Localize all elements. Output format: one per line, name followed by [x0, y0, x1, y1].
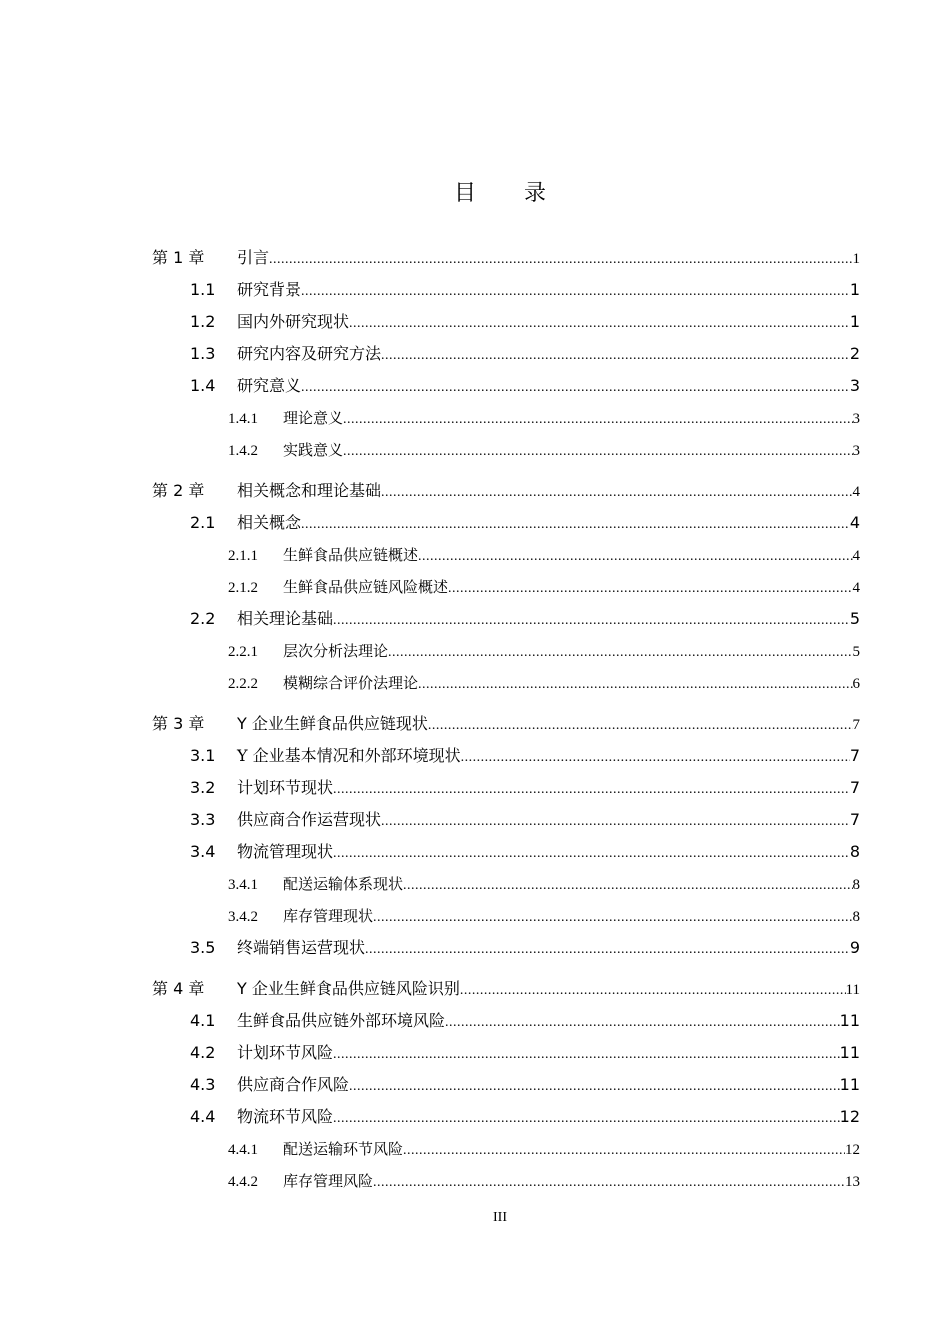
toc-entry-label: 物流管理现状 [237, 842, 334, 861]
toc-entry-label: 供应商合作风险 [237, 1075, 350, 1094]
toc-entry-number: 3.4.2 [228, 909, 258, 925]
toc-entry-sub[interactable] [152, 571, 860, 603]
toc-entry-page: 2 [849, 344, 860, 363]
toc-dot-leader [333, 605, 850, 637]
toc-entry-sub[interactable] [152, 868, 860, 900]
toc-entry-number: 2.1.2 [228, 580, 258, 596]
toc-entry-page: 1 [849, 280, 860, 299]
toc-entry-label: 模糊综合评价法理论 [283, 674, 419, 692]
toc-entry-page: 7 [852, 717, 860, 733]
toc-entry-sub[interactable] [152, 539, 860, 571]
toc-dot-leader [381, 340, 850, 372]
toc-entry-number: 4.1 [190, 1011, 216, 1030]
toc-entry-number: 1.3 [190, 344, 216, 363]
toc-entry-page: 11 [839, 1043, 860, 1062]
toc-entry-page: 4 [852, 484, 860, 500]
toc-entry-label: 理论意义 [283, 409, 344, 427]
toc-dot-leader [333, 774, 850, 806]
toc-dot-leader [343, 436, 852, 468]
toc-entry-number: 1.4 [190, 376, 216, 395]
toc-entry-page: 1 [849, 312, 860, 331]
toc-dot-leader [381, 806, 850, 838]
page-title: 目录 [453, 181, 594, 206]
toc-entry-page: 3 [852, 443, 860, 459]
toc-entry-page: 6 [852, 676, 860, 692]
toc-entry-label: 计划环节风险 [237, 1043, 334, 1062]
toc-entry-chapter[interactable] [152, 475, 860, 507]
toc-entry-number: 第 2 章 [152, 481, 205, 500]
toc-entry-number: 1.4.1 [228, 411, 258, 427]
toc-entry-label: 生鲜食品供应链风险概述 [283, 578, 449, 596]
toc-entry-number: 2.2.2 [228, 676, 258, 692]
toc-entry-label: 终端销售运营现状 [237, 938, 366, 957]
toc-entry-page: 4 [852, 548, 860, 564]
toc-dot-leader [343, 404, 852, 436]
toc-entry-page: 1 [852, 251, 860, 267]
toc-entry-sec[interactable] [152, 507, 860, 539]
toc-entry-sub[interactable] [152, 667, 860, 699]
toc-entry-label: 相关理论基础 [237, 609, 334, 628]
toc-entry-number: 1.1 [190, 280, 216, 299]
table-of-contents [152, 242, 860, 1197]
toc-dot-leader [365, 934, 850, 966]
toc-entry-label: 研究背景 [237, 280, 302, 299]
toc-entry-number: 第 3 章 [152, 714, 205, 733]
toc-entry-page: 5 [852, 644, 860, 660]
toc-entry-label: 配送运输环节风险 [283, 1140, 404, 1158]
toc-entry-number: 3.4 [190, 842, 216, 861]
toc-entry-sec[interactable] [152, 338, 860, 370]
toc-dot-leader [301, 276, 850, 308]
toc-entry-page: 4 [852, 580, 860, 596]
toc-entry-number: 4.4.2 [228, 1174, 258, 1190]
toc-entry-sec[interactable] [152, 1069, 860, 1101]
toc-entry-label: 计划环节现状 [237, 778, 334, 797]
toc-entry-page: 11 [845, 982, 860, 998]
page-number-footer: III [493, 1210, 507, 1225]
toc-entry-sub[interactable] [152, 1165, 860, 1197]
toc-entry-page: 7 [849, 746, 860, 765]
toc-entry-number: 1.2 [190, 312, 216, 331]
toc-dot-leader [445, 1007, 840, 1039]
toc-entry-page: 11 [839, 1075, 860, 1094]
toc-dot-leader [333, 1039, 840, 1071]
toc-entry-label: 研究意义 [237, 376, 302, 395]
toc-dot-leader [460, 975, 846, 1007]
toc-entry-number: 3.2 [190, 778, 216, 797]
toc-entry-label: 库存管理现状 [283, 907, 374, 925]
toc-entry-sec[interactable] [152, 274, 860, 306]
toc-entry-label: Y 企业生鲜食品供应链风险识别 [237, 979, 460, 998]
toc-dot-leader [269, 244, 852, 276]
toc-entry-page: 9 [849, 938, 860, 957]
toc-entry-page: 3 [852, 411, 860, 427]
toc-dot-leader [403, 1135, 845, 1167]
toc-entry-number: 2.2 [190, 609, 216, 628]
toc-entry-sub[interactable] [152, 434, 860, 466]
toc-entry-number: 1.4.2 [228, 443, 258, 459]
toc-dot-leader [448, 573, 852, 605]
toc-entry-number: 第 1 章 [152, 248, 205, 267]
toc-entry-page: 5 [849, 609, 860, 628]
toc-entry-page: 7 [849, 778, 860, 797]
toc-entry-chapter[interactable] [152, 973, 860, 1005]
toc-entry-label: 生鲜食品供应链概述 [283, 546, 419, 564]
toc-entry-chapter[interactable] [152, 708, 860, 740]
toc-entry-number: 3.3 [190, 810, 216, 829]
toc-dot-leader [461, 742, 850, 774]
toc-dot-leader [301, 509, 850, 541]
toc-entry-number: 4.3 [190, 1075, 216, 1094]
toc-entry-sec[interactable] [152, 772, 860, 804]
toc-entry-sec[interactable] [152, 932, 860, 964]
toc-entry-number: 3.1 [190, 746, 216, 765]
toc-dot-leader [333, 1103, 840, 1135]
toc-entry-number: 4.4.1 [228, 1142, 258, 1158]
toc-dot-leader [301, 372, 850, 404]
toc-entry-sec[interactable] [152, 603, 860, 635]
toc-entry-number: 3.5 [190, 938, 216, 957]
toc-entry-label: 库存管理风险 [283, 1172, 374, 1190]
toc-entry-label: 供应商合作运营现状 [237, 810, 382, 829]
toc-entry-page: 8 [849, 842, 860, 861]
toc-entry-page: 11 [839, 1011, 860, 1030]
toc-dot-leader [373, 1167, 845, 1199]
toc-entry-page: 8 [852, 909, 860, 925]
toc-entry-sec[interactable] [152, 740, 860, 772]
toc-dot-leader [428, 710, 853, 742]
toc-entry-label: 国内外研究现状 [237, 312, 350, 331]
toc-entry-page: 13 [845, 1174, 860, 1190]
toc-entry-sec[interactable] [152, 1101, 860, 1133]
toc-entry-sec[interactable] [152, 804, 860, 836]
toc-entry-page: 8 [852, 877, 860, 893]
toc-entry-sec[interactable] [152, 370, 860, 402]
toc-entry-number: 第 4 章 [152, 979, 205, 998]
toc-dot-leader [418, 669, 852, 701]
toc-entry-page: 3 [849, 376, 860, 395]
toc-entry-label: 相关概念 [237, 513, 302, 532]
toc-entry-label: 物流环节风险 [237, 1107, 334, 1126]
toc-entry-sub[interactable] [152, 635, 860, 667]
toc-entry-label: 层次分析法理论 [283, 642, 389, 660]
toc-entry-page: 12 [845, 1142, 860, 1158]
toc-entry-sub[interactable] [152, 402, 860, 434]
toc-dot-leader [373, 902, 852, 934]
toc-entry-label: 实践意义 [283, 441, 344, 459]
toc-entry-sec[interactable] [152, 1037, 860, 1069]
toc-dot-leader [349, 1071, 840, 1103]
toc-entry-page: 7 [849, 810, 860, 829]
toc-entry-number: 2.1.1 [228, 548, 258, 564]
toc-entry-label: 相关概念和理论基础 [237, 481, 382, 500]
toc-dot-leader [381, 477, 852, 509]
toc-entry-label: 引言 [237, 248, 270, 267]
toc-entry-sec[interactable] [152, 1005, 860, 1037]
toc-entry-number: 2.1 [190, 513, 216, 532]
toc-dot-leader [388, 637, 852, 669]
toc-entry-sec[interactable] [152, 836, 860, 868]
toc-entry-sub[interactable] [152, 900, 860, 932]
toc-dot-leader [349, 308, 850, 340]
toc-entry-number: 2.2.1 [228, 644, 258, 660]
toc-dot-leader [403, 870, 852, 902]
toc-entry-page: 4 [849, 513, 860, 532]
toc-entry-label: 生鲜食品供应链外部环境风险 [237, 1011, 446, 1030]
toc-entry-label: Y 企业基本情况和外部环境现状 [237, 746, 461, 765]
toc-entry-number: 3.4.1 [228, 877, 258, 893]
toc-entry-number: 4.2 [190, 1043, 216, 1062]
toc-entry-label: 研究内容及研究方法 [237, 344, 382, 363]
toc-entry-sec[interactable] [152, 306, 860, 338]
toc-entry-label: Y 企业生鲜食品供应链现状 [237, 714, 428, 733]
toc-dot-leader [418, 541, 852, 573]
toc-entry-chapter[interactable] [152, 242, 860, 274]
toc-entry-page: 12 [839, 1107, 860, 1126]
toc-entry-sub[interactable] [152, 1133, 860, 1165]
toc-entry-number: 4.4 [190, 1107, 216, 1126]
toc-dot-leader [333, 838, 850, 870]
toc-entry-label: 配送运输体系现状 [283, 875, 404, 893]
